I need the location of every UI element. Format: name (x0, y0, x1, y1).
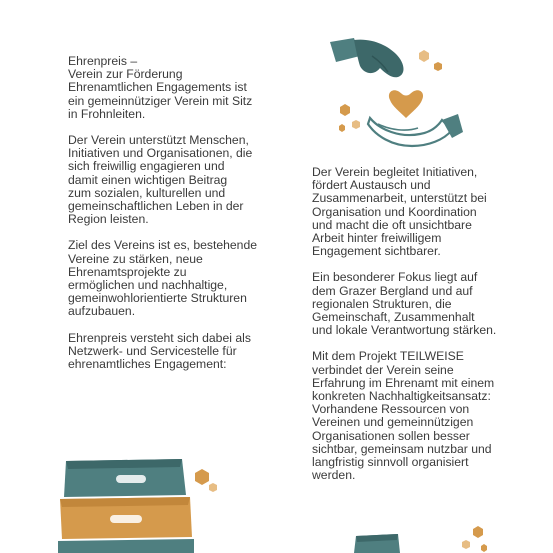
paragraph-goal: Ziel des Vereins ist es, bestehende Vereine zu stärken, neue Ehrenamtsprojekte zu ermöglichen und nachhaltige, gemeinwohlorientierte Strukturen aufzubauen. (68, 238, 258, 319)
lower-hand (368, 118, 452, 146)
hands-heart-icon (320, 34, 465, 149)
paragraph-accompany: Der Verein begleitet Initiativen, fördert Austausch und Zusammenarbeit, unterstützt bei Organisation und Koordination und macht die oft unsichtbare Arbeit hinter freiwilligem Engagement sichtbarer. (312, 165, 487, 259)
right-text-column (312, 166, 526, 495)
box-bottom (58, 539, 194, 553)
paragraph-intro: Ehrenpreis – Verein zur Förderung Ehrenamtlichen Engagements ist ein gemeinnütziger Verein mit Sitz in Frohnleiten. (68, 54, 253, 121)
heart-shape (389, 90, 423, 118)
left-text-column (68, 55, 280, 384)
upper-hand (354, 40, 403, 78)
lower-sleeve (442, 114, 463, 138)
stacked-boxes-icon (52, 455, 222, 553)
paragraph-focus: Ein besonderer Fokus liegt auf dem Grazer Bergland und auf regionalen Strukturen, die Gemeinschaft, Zusammenhalt und lokale Verantwortung stärken. (312, 270, 497, 338)
paragraph-teilweise: Mit dem Projekt TEILWEISE verbindet der Verein seine Erfahrung im Ehrenamt mit einem konkreten Nachhaltigkeitsansatz: Vorhandene Ressourcen von Vereinen und gemeinnützigen Organisationen sollen besser sichtbar, gemeinsam nutzbar und langfristig sinnvoll organisiert werden. (312, 349, 495, 483)
paragraph-support: Der Verein unterstützt Menschen, Initiativen und Organisationen, die sich freiwillig engagieren und damit einen wichtigen Beitrag zum sozialen, kulturellen und gemeinschaftlichen Leben in der Region leisten. (68, 133, 253, 227)
box-corner-icon (350, 520, 490, 553)
paragraph-network: Ehrenpreis versteht sich dabei als Netzwerk- und Servicestelle für ehrenamtliches Engagement: (68, 330, 251, 372)
